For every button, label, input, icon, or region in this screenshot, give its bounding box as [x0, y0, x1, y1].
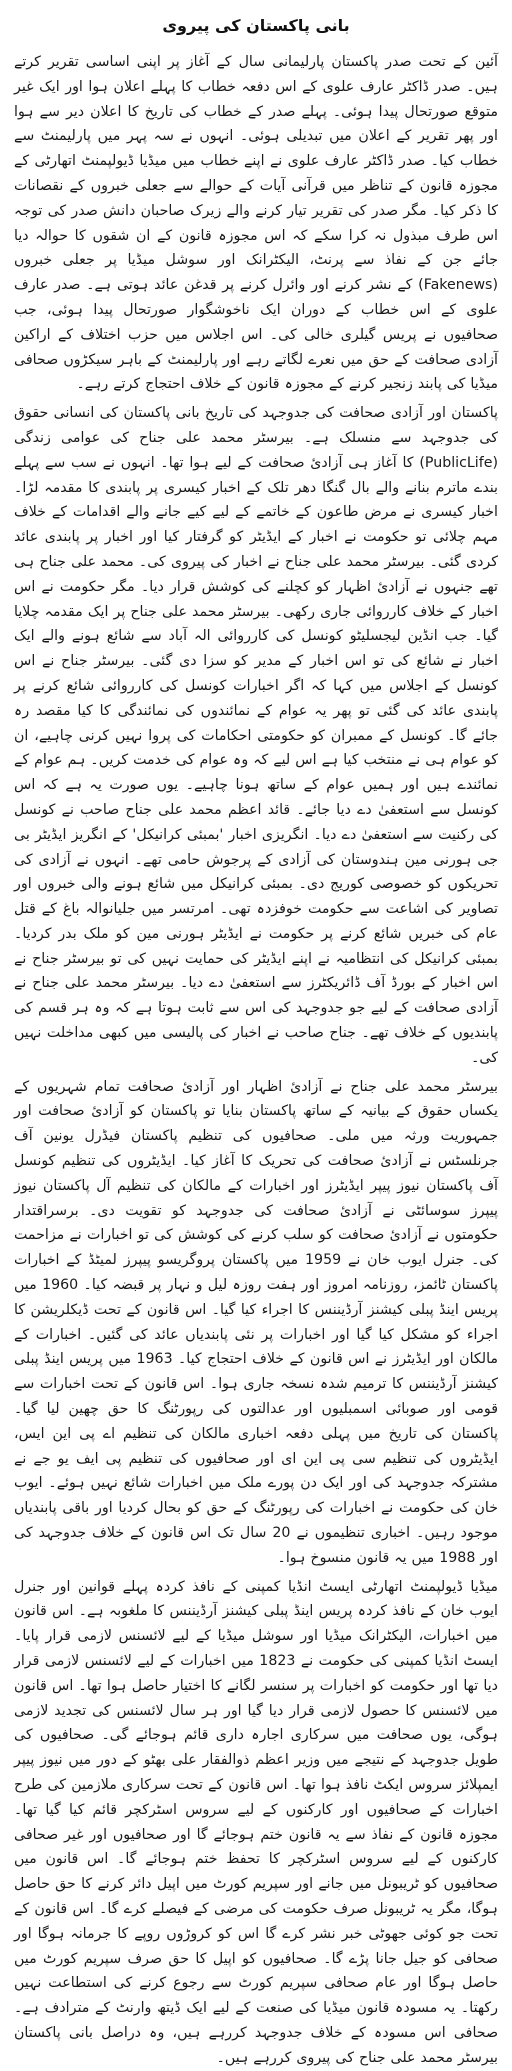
- paragraph-4: میڈیا ڈیولپمنٹ اتھارٹی ایسٹ انڈیا کمپنی کے نافذ کردہ پہلے قوانین اور جنرل ایوب خان کے نافذ کردہ پریس اینڈ پبلی کیشنز آرڈیننس کا ملغوبہ ہے۔ اس قانون میں اخبارات، الیکٹرانک میڈیا اور سوشل میڈیا کے لیے لائسنس لازمی قرار پایا۔ ایسٹ انڈیا کمپنی کی حکومت نے 1823 میں اخبارات کے لیے لائسنس لازمی قرار دیا تھا اور حکومت کو اخبارات پر سنسر لگانے کا اختیار حاصل ہوا تھا۔ اس قانون میں لائسنس کا حصول لازمی قرار دیا گیا اور ہر سال لائسنس کی تجدید لازمی ہوگی، یوں صحافت میں سرکاری اجارہ داری قائم ہوجائے گی۔ صحافیوں کی طویل جدوجہد کے نتیجے میں وزیر اعظم ذوالفقار علی بھٹو کے دور میں نیوز پیپر ایمپلائز سروس ایکٹ نافذ ہوا تھا۔ اس قانون کے تحت سرکاری ملازمین کی طرح اخبارات کے صحافیوں اور کارکنوں کے لیے سروس اسٹرکچر قائم کیا گیا تھا۔ مجوزہ قانون کے نفاذ سے یہ قانون ختم ہوجائے گا اور صحافیوں اور غیر صحافی کارکنوں کے لیے سروس اسٹرکچر کا تحفظ ختم ہوجائے گا۔ اس قانون میں صحافیوں کو ٹریبونل میں جانے اور سپریم کورٹ میں اپیل دائر کرنے کا حق حاصل ہوگا، مگر یہ ٹریبونل صرف حکومت کی مرضی کے فیصلے کرے گا۔ اس قانون کے تحت جو کوئی جھوٹی خبر نشر کرے گا اس کو کروڑوں روپے کا جرمانہ ہوگا اور صحافی کو جیل جانا پڑے گا۔ صحافیوں کو اپیل کا حق صرف سپریم کورٹ میں حاصل ہوگا اور عام صحافی سپریم کورٹ سے رجوع کرنے کی استطاعت نہیں رکھتا۔ یہ مسودہ قانون میڈیا کی صنعت کے لیے ایک ڈیتھ وارنٹ کے مترادف ہے۔ صحافی اس مسودہ کے خلاف جدوجہد کررہے ہیں، وہ دراصل بانی پاکستان بیرسٹر محمد علی جناح کی پیروی کررہے ہیں۔: [14, 1578, 498, 2066]
- paragraph-2: پاکستان اور آزادی صحافت کی جدوجہد کی تاریخ بانی پاکستان کی انسانی حقوق کی جدوجہد سے منسلک ہے۔ بیرسٹر محمد علی جناح کی عوامی زندگی (PublicLife) کا آغاز ہی آزادیٔ صحافت کے لیے ہوا تھا۔ انہوں نے سب سے پہلے بندے ماترم بنانے والے بال گنگا دھر تلک کے اخبار کیسری پر پابندی کا مقدمہ لڑا۔ اخبار کیسری نے مرض طاعون کے خاتمے کے لیے کیے جانے والے اقدامات کے خلاف مہم چلائی تو حکومت نے اخبار کے ایڈیٹر کو گرفتار کیا اور اخبار پر پابندی عائد کردی گئی۔ بیرسٹر محمد علی جناح نے اخبار کی پیروی کی۔ محمد علی جناح ہی تھے جنہوں نے آزادیٔ اظہار کو کچلنے کی کوشش قرار دیا۔ مگر حکومت نے اس اخبار کے خلاف کارروائی جاری رکھی۔ بیرسٹر محمد علی جناح پر ایک مقدمہ چلایا گیا۔ جب انڈین لیجسلیٹو کونسل کی کارروائی الہ آباد سے شائع ہونے والے ایک اخبار نے شائع کی تو اس اخبار کے مدیر کو سزا دی گئی۔ بیرسٹر جناح نے اس کونسل کے اجلاس میں کہا کہ اگر اخبارات کونسل کی کارروائی شائع کرنے پر پابندی عائد کی گئی تو پھر یہ عوام کے نمائندوں کی نمائندگی کا کیا مقصد رہ جائے گا۔ کونسل کے ممبران کو حکومتی احکامات کی پروا نہیں کرنی چاہیے، ان کو عوام ہی نے منتخب کیا ہے اس لیے کہ وہ عوام کی خدمت کریں۔ ہم عوام کے نمائندے ہیں اور ہمیں عوام کے ساتھ ہونا چاہیے۔ یوں صورت یہ ہے کہ اس کونسل سے استعفیٰ دے دیا جائے۔ قائد اعظم محمد علی جناح صاحب نے کونسل کی رکنیت سے استعفیٰ دے دیا۔ انگریزی اخبار 'بمبئی کرانیکل' کے انگریز ایڈیٹر بی جی ہورنی مین ہندوستان کی آزادی کے پرجوش حامی تھے۔ انہوں نے آزادی کی تحریکوں کو خصوصی کوریج دی۔ بمبئی کرانیکل میں شائع ہونے والی خبروں اور تصاویر کی اشاعت سے حکومت خوفزدہ تھی۔ امرتسر میں جلیانوالہ باغ کے قتل عام کی خبریں شائع کرنے پر حکومت نے ایڈیٹر ہورنی مین کو ملک بدر کردیا۔ بمبئی کرانیکل کی انتظامیہ نے اپنے ایڈیٹر کی حمایت نہیں کی تو بیرسٹر جناح نے اس اخبار کے بورڈ آف ڈائریکٹرز سے استعفیٰ دے دیا۔ بیرسٹر محمد علی جناح نے آزادی صحافت کے لیے جو جدوجہد کی اس سے ثابت ہوتا ہے کہ وہ ہر قسم کی پابندیوں کے خلاف تھے۔ جناح صاحب نے اخبار کی پالیسی میں کبھی مداخلت نہیں کی۔: [14, 405, 498, 1066]
- paragraph-1: آئین کے تحت صدر پاکستان پارلیمانی سال کے آغاز پر اپنی اساسی تقریر کرتے ہیں۔ صدر ڈاکٹر عارف علوی کے اس دفعہ خطاب کا پہلے اعلان ہوا اور ایک غیر متوقع صورتحال پیدا ہوئی۔ پہلے صدر کے خطاب کی تاریخ کا اعلان دیر سے ہوا اور پھر تقریر کے اعلان میں تبدیلی ہوئی۔ انہوں نے سہ پہر میں پارلیمنٹ سے خطاب کیا۔ صدر ڈاکٹر عارف علوی نے اپنے خطاب میں میڈیا ڈیولپمنٹ اتھارٹی کے مجوزہ قانون کے تناظر میں قرآنی آیات کے حوالے سے جعلی خبروں کے نقصانات کا ذکر کیا۔ مگر صدر کی تقریر تیار کرنے والے زیرک صاحبان دانش صدر کی توجہ اس طرف مبذول نہ کرا سکے کہ اس مجوزہ قانون کے ان شقوں کا حوالہ دیا جائے جن کے نفاذ سے پرنٹ، الیکٹرانک اور سوشل میڈیا پر جعلی خبروں (Fakenews) کے نشر کرنے اور وائرل کرنے پر قدغن عائد ہوتی ہے۔ صدر عارف علوی کے اس خطاب کے دوران ایک ناخوشگوار صورتحال پیدا ہوئی، جب صحافیوں نے پریس گیلری خالی کی۔ اس اجلاس میں حزب اختلاف کے اراکین آزادی صحافت کے حق میں نعرے لگاتے رہے اور پارلیمنٹ کے باہر سیکڑوں صحافی میڈیا کی پابند زنجیر کرنے کے مجوزہ قانون کے خلاف احتجاج کرتے رہے۔: [14, 54, 498, 393]
- paragraph-3: بیرسٹر محمد علی جناح نے آزادیٔ اظہار اور آزادیٔ صحافت تمام شہریوں کے یکساں حقوق کے بیانیہ کے ساتھ پاکستان بنایا تو پاکستان کو آزادیٔ صحافت اور جمہوریت ورثہ میں ملی۔ صحافیوں کی تنظیم پاکستان فیڈرل یونین آف جرنلسٹس نے آزادیٔ صحافت کی تحریک کا آغاز کیا۔ ایڈیٹروں کی تنظیم کونسل آف پاکستان نیوز پیپر ایڈیٹرز اور اخبارات کے مالکان کی تنظیم آل پاکستان نیوز پیپرز سوسائٹی نے آزادیٔ صحافت کی جدوجہد کو تقویت دی۔ برسراقتدار حکومتوں نے آزادیٔ صحافت کو سلب کرنے کی کوشش کی تو اخبارات نے مزاحمت کی۔ جنرل ایوب خان نے 1959 میں پاکستان پروگریسو پیپرز لمیٹڈ کے اخبارات پاکستان ٹائمز، روزنامہ امروز اور ہفت روزہ لیل و نہار پر قبضہ کیا۔ 1960 میں پریس اینڈ پبلی کیشنز آرڈیننس کا اجراء کیا گیا۔ اس قانون کے تحت ڈیکلریشن کا اجراء کو مشکل کیا گیا اور اخبارات پر نئی پابندیاں عائد کی گئیں۔ اخبارات کے مالکان اور ایڈیٹرز نے اس قانون کے خلاف احتجاج کیا۔ 1963 میں پریس اینڈ پبلی کیشنز آرڈیننس کا ترمیم شدہ نسخہ جاری ہوا۔ اس قانون کے تحت اخبارات سے قومی اور صوبائی اسمبلیوں اور عدالتوں کی رپورٹنگ کا حق چھین لیا گیا۔ پاکستان کی تاریخ میں پہلی دفعہ اخباری مالکان کی تنظیم اے پی این ایس، ایڈیٹروں کی تنظیم سی پی این ای اور صحافیوں کی تنظیم پی ایف یو جے نے مشترکہ جدوجہد کی اور ایک دن پورے ملک میں اخبارات شائع نہیں ہوئے۔ ایوب خان کی حکومت نے اخبارات کی رپورٹنگ کے حق کو بحال کردیا اور باقی پابندیاں موجود رہیں۔ اخباری تنظیموں نے 20 سال تک اس قانون کے خلاف جدوجہد کی اور 1988 میں یہ قانون منسوخ ہوا۔: [14, 1078, 498, 1566]
- column-title: بانی پاکستان کی پیروی: [162, 16, 350, 35]
